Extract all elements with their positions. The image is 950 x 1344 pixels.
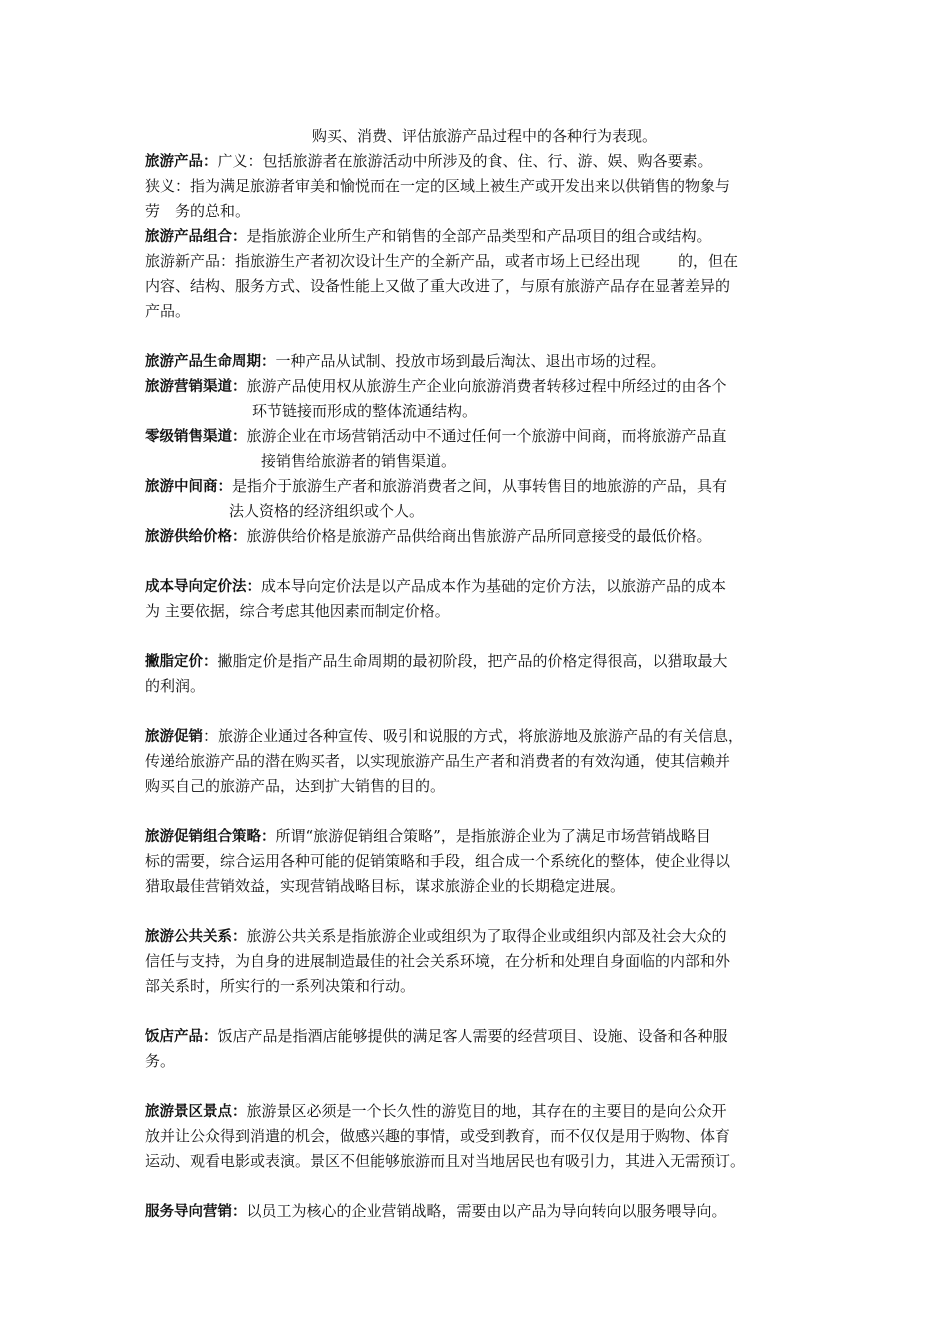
term-label: 零级销售渠道： xyxy=(145,429,247,445)
definition-text: 饭店产品是指酒店能够提供的满足客人需要的经营项目、设施、设备和各种服 xyxy=(217,1027,728,1045)
definition-text: 广义：包括旅游者在旅游活动中所涉及的食、住、行、游、娱、购各要素。 xyxy=(217,152,713,170)
definition-text: 是指介于旅游生产者和旅游消费者之间，从事转售目的地旅游的产品，具有 xyxy=(232,477,728,495)
definition-promotion xyxy=(145,724,743,750)
term-label: 旅游公共关系： xyxy=(145,929,247,945)
definition-line: 接销售给旅游者的销售渠道。 xyxy=(261,452,457,470)
definition-text: 的，但在 xyxy=(678,252,739,270)
definition-line: 标的需要，综合运用各种可能的促销策略和手段，组合成一个系统化的整体，使企业得以 xyxy=(145,852,731,870)
definition-text: 一种产品从试制、投放市场到最后淘汰、退出市场的过程。 xyxy=(275,352,666,370)
definition-supply-price xyxy=(145,524,712,550)
definition-service-marketing xyxy=(145,1199,727,1225)
intro-line: 购买、消费、评估旅游产品过程中的各种行为表现。 xyxy=(312,127,658,145)
definition-text: 旅游企业在市场营销活动中不通过任何一个旅游中间商，而将旅游产品直 xyxy=(246,427,727,445)
term-label: 饭店产品： xyxy=(145,1029,218,1045)
definition-skimming-pricing xyxy=(145,649,728,675)
definition-line: 环节链接而形成的整体流通结构。 xyxy=(252,402,478,420)
definition-text: 旅游产品使用权从旅游生产企业向旅游消费者转移过程中所经过的由各个 xyxy=(246,377,727,395)
definition-line: 传递给旅游产品的潜在购买者，以实现旅游产品生产者和消费者的有效沟通，使其信赖并 xyxy=(145,752,731,770)
definition-product-mix xyxy=(145,224,712,250)
term-label: 旅游产品生命周期： xyxy=(145,354,276,370)
definition-text: 旅游供给价格是旅游产品供给商出售旅游产品所同意接受的最低价格。 xyxy=(246,527,712,545)
definition-text: 以员工为核心的企业营销战略，需要由以产品为导向转向以服务喂导向。 xyxy=(246,1202,727,1220)
definition-text: ：旅游企业通过各种宣传、吸引和说服的方式，将旅游地及旅游产品的有关信息， xyxy=(203,727,744,745)
term-label: 旅游产品： xyxy=(145,154,218,170)
definition-line: 务。 xyxy=(145,1052,176,1070)
definition-hotel-product xyxy=(145,1024,728,1050)
definition-line: 放并让公众得到消遣的机会，做感兴趣的事情，或受到教育，而不仅仅是用于购物、体育 xyxy=(145,1127,731,1145)
definition-scenic-spot xyxy=(145,1099,727,1125)
definition-text: 旅游新产品：指旅游生产者初次设计生产的全新产品，或者市场上已经出现 xyxy=(145,252,641,270)
definition-line: 购买自己的旅游产品，达到扩大销售的目的。 xyxy=(145,777,446,795)
definition-text: 成本导向定价法是以产品成本作为基础的定价方法，以旅游产品的成本 xyxy=(261,577,727,595)
definition-line: 法人资格的经济组织或个人。 xyxy=(229,502,425,520)
definition-new-product xyxy=(145,249,738,274)
definition-text: 旅游景区必须是一个长久性的游览目的地，其存在的主要目的是向公众开 xyxy=(246,1102,727,1120)
definition-line: 为 主要依据，综合考虑其他因素而制定价格。 xyxy=(145,602,450,620)
term-label: 旅游促销组合策略： xyxy=(145,829,276,845)
term-label: 撇脂定价： xyxy=(145,654,218,670)
definition-text: 所谓“旅游促销组合策略”，是指旅游企业为了满足市场营销战略目 xyxy=(275,827,711,845)
definition-line: 内容、结构、服务方式、设备性能上又做了重大改进了，与原有旅游产品存在显著差异的 xyxy=(145,277,731,295)
definition-product-lifecycle xyxy=(145,349,666,375)
definition-tourism-product xyxy=(145,149,713,175)
term-label: 旅游中间商： xyxy=(145,479,232,495)
definition-text: 是指旅游企业所生产和销售的全部产品类型和产品项目的组合或结构。 xyxy=(246,227,712,245)
definition-line: 产品。 xyxy=(145,302,191,320)
term-label: 旅游促销 xyxy=(145,729,203,745)
definition-marketing-channel xyxy=(145,374,727,400)
term-label: 旅游产品组合： xyxy=(145,229,247,245)
term-label: 旅游供给价格： xyxy=(145,529,247,545)
definition-text: 撇脂定价是指产品生命周期的最初阶段，把产品的价格定得很高，以猎取最大 xyxy=(217,652,728,670)
definition-intermediary xyxy=(145,474,727,500)
term-label: 成本导向定价法： xyxy=(145,579,261,595)
definition-text: 旅游公共关系是指旅游企业或组织为了取得企业或组织内部及社会大众的 xyxy=(246,927,727,945)
definition-line: 狭义：指为满足旅游者审美和愉悦而在一定的区域上被生产或开发出来以供销售的物象与 xyxy=(145,177,731,195)
definition-public-relations xyxy=(145,924,727,950)
term-label: 旅游营销渠道： xyxy=(145,379,247,395)
term-label: 服务导向营销： xyxy=(145,1204,247,1220)
definition-line: 运动、观看电影或表演。景区不但能够旅游而且对当地居民也有吸引力，其进入无需预订。 xyxy=(145,1152,746,1170)
definition-line: 部关系时，所实行的一系列决策和行动。 xyxy=(145,977,416,995)
definition-line: 猎取最佳营销效益，实现营销战略目标，谋求旅游企业的长期稳定进展。 xyxy=(145,877,626,895)
definition-zero-level-channel xyxy=(145,424,727,450)
definition-line: 信任与支持，为自身的进展制造最佳的社会关系环境，在分析和处理自身面临的内部和外 xyxy=(145,952,731,970)
definition-cost-pricing xyxy=(145,574,726,600)
definition-line: 劳 务的总和。 xyxy=(145,202,251,220)
term-label: 旅游景区景点： xyxy=(145,1104,247,1120)
definition-promotion-mix xyxy=(145,824,711,850)
definition-line: 的利润。 xyxy=(145,677,206,695)
